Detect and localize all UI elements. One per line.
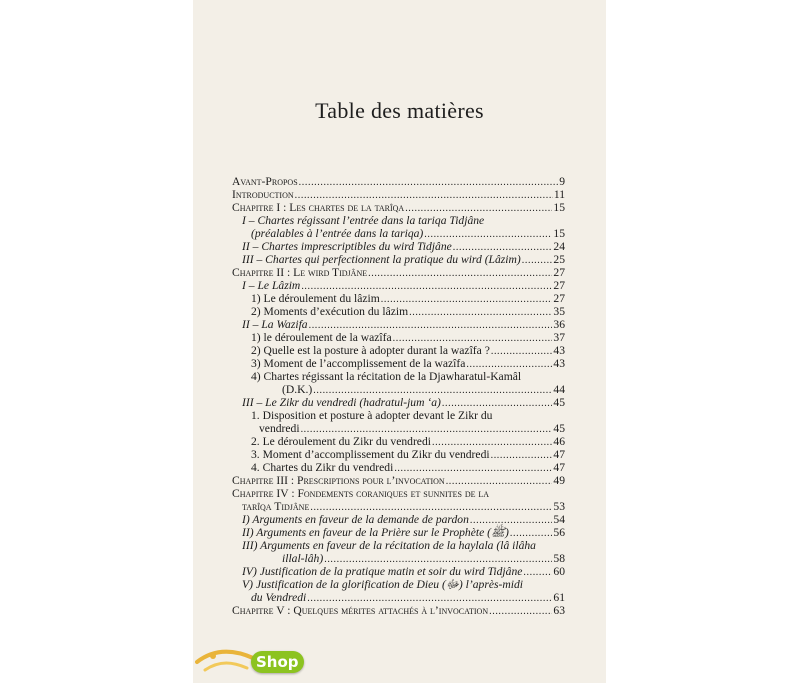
toc-entry xyxy=(232,292,565,305)
toc-entry xyxy=(232,422,565,435)
table-of-contents xyxy=(232,175,565,617)
toc-leader-dots xyxy=(299,178,559,188)
toc-entry xyxy=(232,240,565,253)
toc-leader-dots xyxy=(295,191,553,201)
toc-entry-title: vendredi xyxy=(259,422,300,435)
toc-entry-title: II – La Wazifa xyxy=(242,318,308,331)
toc-leader-dots xyxy=(453,243,553,253)
toc-page-number: 44 xyxy=(553,383,565,396)
toc-entry xyxy=(232,435,565,448)
toc-entry xyxy=(232,513,565,526)
toc-page-number: 27 xyxy=(553,292,565,305)
toc-leader-dots xyxy=(523,568,552,578)
bleed-through-text xyxy=(230,70,590,82)
toc-entry-title: III – Le Zikr du vendredi (hadratul-jum ‘a) xyxy=(242,396,441,409)
toc-entry xyxy=(232,344,565,357)
toc-leader-dots xyxy=(301,282,552,292)
toc-leader-dots xyxy=(405,204,552,214)
toc-page-number: 47 xyxy=(553,448,565,461)
toc-leader-dots xyxy=(368,269,552,279)
toc-page-number: 58 xyxy=(553,552,565,565)
toc-entry xyxy=(232,305,565,318)
toc-page-number: 15 xyxy=(553,201,565,214)
toc-entry-title: I) Arguments en faveur de la demande de pardon xyxy=(242,513,469,526)
toc-entry xyxy=(232,227,565,240)
toc-entry xyxy=(232,279,565,292)
toc-page-number: 11 xyxy=(553,188,565,201)
toc-page-number: 43 xyxy=(553,344,565,357)
toc-leader-dots xyxy=(313,386,552,396)
toc-entry-title: illal-lâh) xyxy=(282,552,324,565)
toc-page-number: 36 xyxy=(553,318,565,331)
toc-entry-title: 3. Moment d’accomplissement du Zikr du vendredi xyxy=(251,448,490,461)
toc-entry-title: Chapitre I : Les chartes de la tarîqa xyxy=(232,201,405,214)
toc-leader-dots xyxy=(394,464,552,474)
toc-entry xyxy=(232,578,565,591)
toc-entry xyxy=(232,539,565,552)
toc-page-number: 24 xyxy=(553,240,565,253)
toc-entry-title: 2) Moments d’exécution du lâzim xyxy=(251,305,409,318)
toc-leader-dots xyxy=(424,230,552,240)
toc-entry xyxy=(232,201,565,214)
toc-page-number: 54 xyxy=(553,513,565,526)
toc-entry xyxy=(232,448,565,461)
toc-entry-title: 4. Chartes du Zikr du vendredi xyxy=(251,461,394,474)
toc-entry xyxy=(232,175,565,188)
toc-leader-dots xyxy=(466,360,552,370)
toc-entry xyxy=(232,318,565,331)
toc-page-number: 63 xyxy=(553,604,565,617)
toc-entry-title: tarîqa Tidjâne xyxy=(242,500,310,513)
toc-entry-title: 3) Moment de l’accomplissement de la wazîfa xyxy=(251,357,466,370)
toc-entry-title: 4) Chartes régissant la récitation de la Djawharatul-Kamâl xyxy=(251,370,522,383)
toc-entry-title: III – Chartes qui perfectionnent la pratique du wird (Lâzim) xyxy=(242,253,521,266)
toc-leader-dots xyxy=(324,555,552,565)
toc-page-number: 46 xyxy=(553,435,565,448)
toc-leader-dots xyxy=(409,308,552,318)
toc-entry-title: 1) le déroulement de la wazîfa xyxy=(251,331,392,344)
toc-leader-dots xyxy=(301,425,553,435)
toc-entry xyxy=(232,500,565,513)
toc-page-number: 47 xyxy=(553,461,565,474)
toc-entry-title: II) Arguments en faveur de la Prière sur le Prophète (ﷺ) xyxy=(242,526,509,539)
toc-entry xyxy=(232,474,565,487)
toc-entry xyxy=(232,487,565,500)
toc-page-number: 43 xyxy=(553,357,565,370)
toc-entry-title: III) Arguments en faveur de la récitation de la haylala (lâ ilâha xyxy=(242,539,536,552)
toc-entry-title: Chapitre III : Prescriptions pour l’invocation xyxy=(232,474,445,487)
toc-entry-title: Chapitre V : Quelques mérites attachés à l’invocation xyxy=(232,604,489,617)
toc-entry-title: I – Le Lâzim xyxy=(242,279,301,292)
toc-leader-dots xyxy=(446,477,553,487)
toc-entry-title: Introduction xyxy=(232,188,294,201)
toc-leader-dots xyxy=(310,503,552,513)
toc-leader-dots xyxy=(470,516,553,526)
toc-entry-title: Avant-Propos xyxy=(232,175,298,188)
toc-page-number: 37 xyxy=(553,331,565,344)
toc-leader-dots xyxy=(381,295,553,305)
toc-page-number: 27 xyxy=(553,279,565,292)
toc-entry-title: (D.K.) xyxy=(282,383,313,396)
toc-entry-title: Chapitre II : Le wird Tidjâne xyxy=(232,266,368,279)
toc-entry-title: V) Justification de la glorification de Dieu (ﷻ) l’après-midi xyxy=(242,578,523,591)
toc-entry-title: 1) Le déroulement du lâzim xyxy=(251,292,380,305)
toc-entry-title: IV) Justification de la pratique matin et soir du wird Tidjâne xyxy=(242,565,523,578)
toc-leader-dots xyxy=(309,321,553,331)
toc-entry-title: (préalables à l’entrée dans la tariqa) xyxy=(251,227,424,240)
toc-entry-title: I – Chartes régissant l’entrée dans la tariqa Tidjâne xyxy=(242,214,485,227)
toc-entry-title: II – Chartes imprescriptibles du wird Tidjâne xyxy=(242,240,452,253)
toc-entry xyxy=(232,396,565,409)
toc-entry-title: du Vendredi xyxy=(251,591,307,604)
toc-page-number: 9 xyxy=(559,175,565,188)
toc-leader-dots xyxy=(522,256,553,266)
toc-entry xyxy=(232,331,565,344)
toc-entry xyxy=(232,357,565,370)
toc-page-number: 15 xyxy=(553,227,565,240)
toc-leader-dots xyxy=(489,607,552,617)
toc-entry xyxy=(232,565,565,578)
toc-leader-dots xyxy=(491,451,553,461)
toc-entry xyxy=(232,604,565,617)
toc-leader-dots xyxy=(307,594,552,604)
page-title: Table des matières xyxy=(315,98,484,123)
toc-entry xyxy=(232,383,565,396)
toc-entry-title: 1. Disposition et posture à adopter devant le Zikr du xyxy=(251,409,493,422)
toc-page-number: 60 xyxy=(553,565,565,578)
toc-page-number: 53 xyxy=(553,500,565,513)
toc-page-number: 27 xyxy=(553,266,565,279)
toc-entry xyxy=(232,214,565,227)
toc-entry xyxy=(232,266,565,279)
toc-page-number: 49 xyxy=(553,474,565,487)
toc-page-number: 35 xyxy=(553,305,565,318)
toc-leader-dots xyxy=(491,347,553,357)
toc-entry xyxy=(232,409,565,422)
toc-page-number: 45 xyxy=(553,422,565,435)
toc-entry xyxy=(232,461,565,474)
toc-leader-dots xyxy=(510,529,553,539)
toc-leader-dots xyxy=(442,399,553,409)
toc-entry xyxy=(232,370,565,383)
toc-page-number: 45 xyxy=(553,396,565,409)
toc-entry-title: 2) Quelle est la posture à adopter durant la wazîfa ? xyxy=(251,344,490,357)
toc-leader-dots xyxy=(393,334,553,344)
toc-page-number: 25 xyxy=(553,253,565,266)
toc-entry xyxy=(232,591,565,604)
shop-logo[interactable]: Shop xyxy=(251,651,304,673)
toc-page-number: 56 xyxy=(553,526,565,539)
toc-leader-dots xyxy=(432,438,552,448)
toc-entry-title: 2. Le déroulement du Zikr du vendredi xyxy=(251,435,431,448)
toc-entry-title: Chapitre IV : Fondements coraniques et sunnites de la xyxy=(232,487,490,500)
toc-entry xyxy=(232,526,565,539)
toc-entry xyxy=(232,552,565,565)
toc-page-number: 61 xyxy=(553,591,565,604)
toc-entry xyxy=(232,188,565,201)
toc-entry xyxy=(232,253,565,266)
